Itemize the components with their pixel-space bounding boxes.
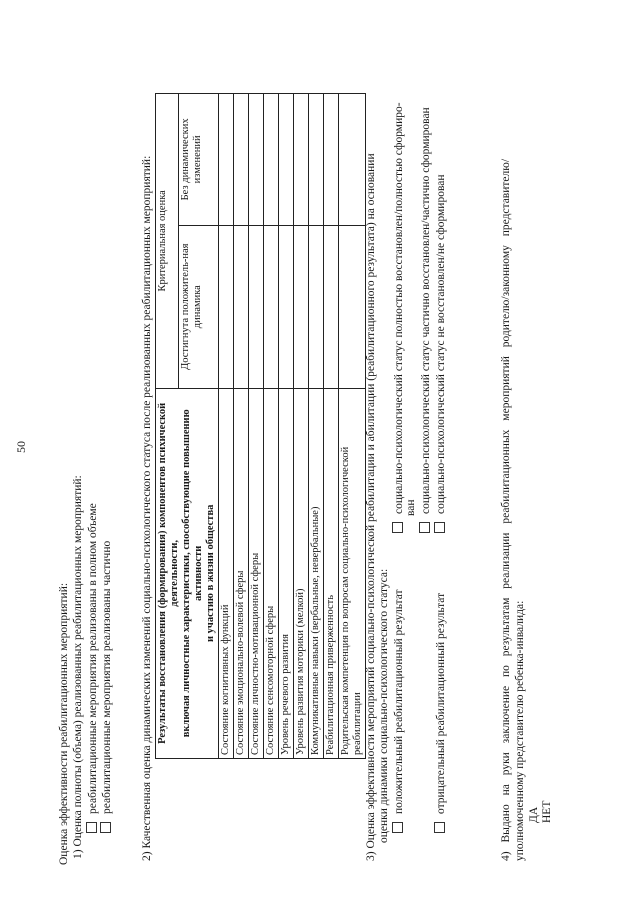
- positive-option-partial: [419, 107, 433, 533]
- cell-positive[interactable]: [264, 225, 279, 388]
- col-nochange-header: Без динамических изменений: [178, 94, 219, 226]
- table-row: [279, 94, 294, 759]
- positive-option-full: [392, 102, 406, 533]
- section2-title: 2) Качественная оценка динамических изменений социально-психологического статуса после реализованных реабилитационных мероприятий:: [141, 155, 153, 861]
- section3-title-line2: оценки динамики социально-психологического статуса:: [378, 568, 390, 843]
- checkbox-icon[interactable]: [392, 822, 403, 833]
- checkbox-icon[interactable]: [434, 822, 445, 833]
- option-label: реабилитационные мероприятия реализованы в полном объеме: [87, 503, 99, 814]
- checkbox-icon[interactable]: [419, 522, 430, 533]
- group-header: Критериальная оценка: [156, 94, 179, 389]
- option-label: социально-психологический статус не восстановлен/не сформирован: [435, 174, 447, 514]
- section1-title: 1) Оценка полноты (объема) реализованных реабилитационных мероприятий:: [72, 475, 84, 859]
- cell-positive[interactable]: [294, 225, 309, 388]
- cell-positive[interactable]: [324, 225, 339, 388]
- table-row: [339, 94, 366, 759]
- checkbox-icon[interactable]: [392, 522, 403, 533]
- answer-no[interactable]: НЕТ: [541, 800, 553, 823]
- table-row: [264, 94, 279, 759]
- negative-result: [434, 593, 448, 833]
- checkbox-icon[interactable]: [86, 822, 97, 833]
- table-row: [324, 94, 339, 759]
- table-row: [309, 94, 324, 759]
- section3-title-line1: 3) Оценка эффективности мероприятий социально-психологической реабилитации и абилитации (реабилитационного результата) на основании: [365, 153, 377, 861]
- cell-nochange[interactable]: [264, 94, 279, 226]
- cell-nochange[interactable]: [234, 94, 249, 226]
- row-label: Родительская компетенция по вопросам социально-психологической реабилитации: [339, 388, 366, 758]
- checkbox-icon[interactable]: [434, 522, 445, 533]
- section4-line1: 4) Выдано на руки заключение по результатам реализации реабилитационных мероприятий родителю/законному представителю/: [500, 158, 512, 861]
- heading: Оценка эффективности реабилитационных мероприятий:: [58, 582, 70, 865]
- row-label: Уровень речевого развития: [279, 388, 294, 758]
- header-line: Результаты восстановления (формирования) компонентов психической деятельности,: [157, 402, 180, 744]
- cell-positive[interactable]: [219, 225, 234, 388]
- table-row: [249, 94, 264, 759]
- cell-nochange[interactable]: [294, 94, 309, 226]
- cell-nochange[interactable]: [279, 94, 294, 226]
- negative-option: [434, 175, 448, 534]
- row-label: Реабилитационная приверженность: [324, 388, 339, 758]
- row-label: Коммуникативные навыки (вербальные, невербальные): [309, 388, 324, 758]
- row-label: Состояние личностно-мотивационной сферы: [249, 388, 264, 758]
- option-label: положительный реабилитационный результат: [393, 589, 405, 814]
- cell-positive[interactable]: [234, 225, 249, 388]
- cell-positive[interactable]: [279, 225, 294, 388]
- option-label: социально-психологический статус полностью восстановлен/полностью сформиро-: [393, 102, 405, 514]
- cell-nochange[interactable]: [249, 94, 264, 226]
- row-label: Состояние когнитивных функций: [219, 388, 234, 758]
- table-row: [294, 94, 309, 759]
- header-line: включая личностные характеристики, способствующие повышению активности: [181, 409, 204, 738]
- row-label: Состояние сенсомоторной сферы: [264, 388, 279, 758]
- header-line: и участию в жизни общества: [205, 504, 216, 643]
- cell-positive[interactable]: [339, 225, 366, 388]
- cell-nochange[interactable]: [339, 94, 366, 226]
- table-row: [234, 94, 249, 759]
- row-label: Уровень развития моторики (мелкой): [294, 388, 309, 758]
- cell-nochange[interactable]: [219, 94, 234, 226]
- option-label: реабилитационные мероприятия реализованы частично: [101, 540, 113, 814]
- option-label: отрицательный реабилитационный результат: [435, 592, 447, 814]
- positive-result: [392, 589, 406, 833]
- option-label: социально-психологический статус частично восстановлен/частично сформирован: [420, 107, 432, 514]
- table-row: [219, 94, 234, 759]
- assessment-table: [155, 93, 366, 759]
- cell-nochange[interactable]: [324, 94, 339, 226]
- table-main-header: [156, 388, 219, 758]
- cell-nochange[interactable]: [309, 94, 324, 226]
- positive-option-full-wrap: ван: [405, 499, 417, 516]
- answer-yes[interactable]: ДА: [528, 806, 540, 823]
- section4-line2: уполномоченному представителю ребенка-инвалида:: [514, 600, 526, 861]
- checkbox-icon[interactable]: [100, 822, 111, 833]
- section1-option-full: [86, 503, 100, 833]
- section1-option-partial: [100, 541, 114, 833]
- col-positive-header: Достигнута положитель-ная динамика: [178, 225, 219, 388]
- page-number: 50: [14, 441, 28, 453]
- cell-positive[interactable]: [249, 225, 264, 388]
- cell-positive[interactable]: [309, 225, 324, 388]
- row-label: Состояние эмоционально-волевой сферы: [234, 388, 249, 758]
